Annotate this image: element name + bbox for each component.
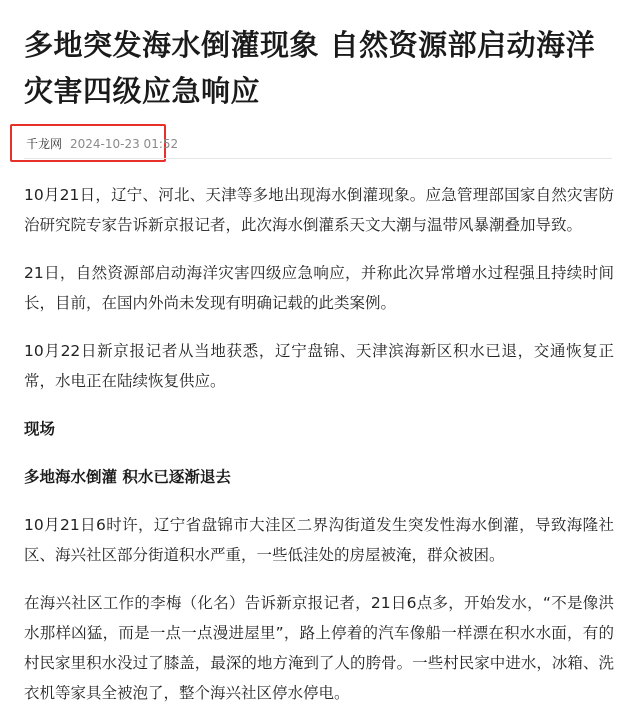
article-title: 多地突发海水倒灌现象 自然资源部启动海洋灾害四级应急响应 bbox=[24, 28, 596, 108]
publish-date: 2024-10-23 01:52 bbox=[70, 137, 179, 151]
subheading: 多地海水倒灌 积水已逐渐退去 bbox=[24, 468, 231, 486]
source-link[interactable]: 千龙网 bbox=[26, 137, 63, 151]
paragraph: 在海兴社区工作的李梅（化名）告诉新京报记者，21日6点多，开始发水，“不是像洪水那样凶猛，而是一点一点漫进屋里”，路上停着的汽车像船一样漂在积水水面，有的村民家里积水没过了膝盖，最深的地方淹到了人的胯骨。一些村民家中进水，冰箱、洗衣机等家具全被泡了，整个海兴社区停水停电。 bbox=[24, 594, 614, 702]
article-meta-highlight bbox=[10, 124, 179, 162]
section-heading: 现场 bbox=[24, 420, 56, 438]
paragraph: 10月21日6时许，辽宁省盘锦市大洼区二界沟街道发生突发性海水倒灌，导致海隆社区、海兴社区部分街道积水严重，一些低洼处的房屋被淹，群众被困。 bbox=[24, 516, 614, 564]
paragraph: 10月21日，辽宁、河北、天津等多地出现海水倒灌现象。应急管理部国家自然灾害防治研究院专家告诉新京报记者，此次海水倒灌系天文大潮与温带风暴潮叠加导致。 bbox=[24, 186, 614, 234]
meta-divider bbox=[24, 158, 612, 159]
paragraph: 10月22日新京报记者从当地获悉，辽宁盘锦、天津滨海新区积水已退，交通恢复正常，水电正在陆续恢复供应。 bbox=[24, 342, 614, 390]
paragraph: 21日，自然资源部启动海洋灾害四级应急响应，并称此次异常增水过程强且持续时间长，目前，在国内外尚未发现有明确记载的此类案例。 bbox=[24, 264, 614, 312]
article-body bbox=[24, 180, 614, 726]
